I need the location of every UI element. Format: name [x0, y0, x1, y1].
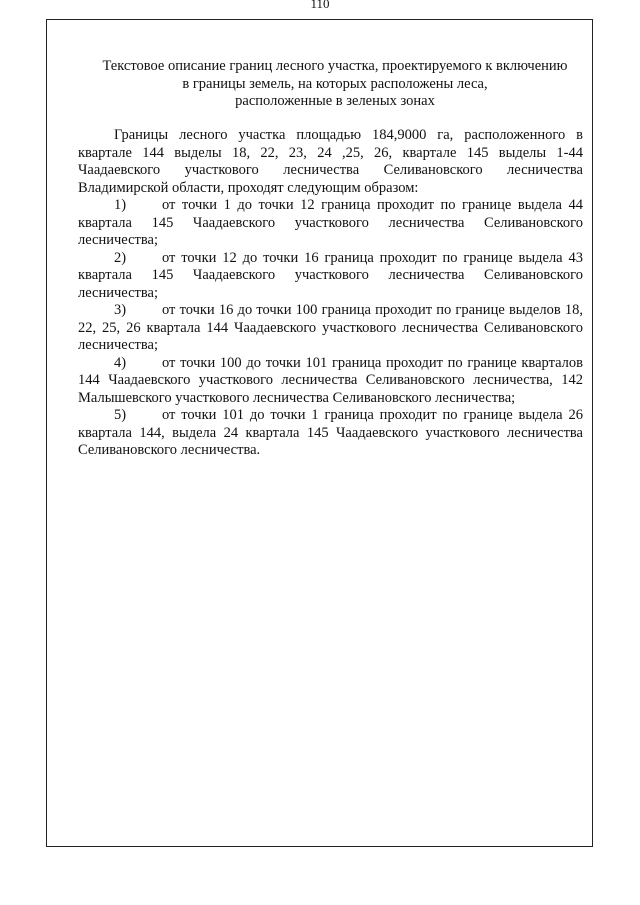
list-item: [78, 302, 583, 355]
document-body: [78, 127, 583, 460]
list-item-number: 5): [114, 407, 127, 423]
list-item-text: от точки 101 до точки 1 граница проходит по границе выдела 26 квартала 144, выдела 24 квартала 145 Чаадаевского участкового лесничества Селивановского лесничества.: [78, 407, 583, 458]
list-item: [78, 407, 583, 460]
list-item-text: от точки 1 до точки 12 граница проходит по границе выдела 44 квартала 145 Чаадаевского участкового лесничества Селивановского лесничества;: [78, 197, 583, 248]
document-title: [75, 58, 595, 111]
list-item-number: 2): [114, 249, 127, 266]
list-item-number: 4): [114, 354, 127, 371]
list-item-text: от точки 16 до точки 100 граница проходит по границе выделов 18, 22, 25, 26 квартала 144 Чаадаевского участкового лесничества Селивановского лесничества;: [78, 302, 583, 353]
list-item-text: от точки 12 до точки 16 граница проходит по границе выдела 43 квартала 145 Чаадаевского участкового лесничества Селивановского лесничества;: [78, 249, 583, 301]
list-item: [78, 250, 583, 303]
intro-paragraph: Границы лесного участка площадью 184,9000 га, расположенного в квартале 144 выделы 18, 22, 23, 24 ,25, 26, квартале 145 выделы 1-44 Чаадаевского участкового лесничества Селивановского лесничества Владимирской области, проходят следующим образом:: [78, 127, 583, 196]
list-item-number: 1): [114, 197, 127, 213]
list-item: [78, 197, 583, 250]
title-line-2: в границы земель, на которых расположены леса,: [182, 75, 488, 92]
page-number: 110: [310, 0, 330, 11]
title-line-3: расположенные в зеленых зонах: [235, 93, 435, 109]
list-item-text: от точки 100 до точки 101 граница проходит по границе кварталов 144 Чаадаевского участкового лесничества Селивановского лесничества, 142 Малышевского участкового лесничества Селивановского лесничества;: [78, 354, 583, 406]
title-line-1: Текстовое описание границ лесного участка, проектируемого к включению: [102, 58, 568, 74]
list-item: [78, 355, 583, 408]
list-item-number: 3): [114, 302, 127, 318]
